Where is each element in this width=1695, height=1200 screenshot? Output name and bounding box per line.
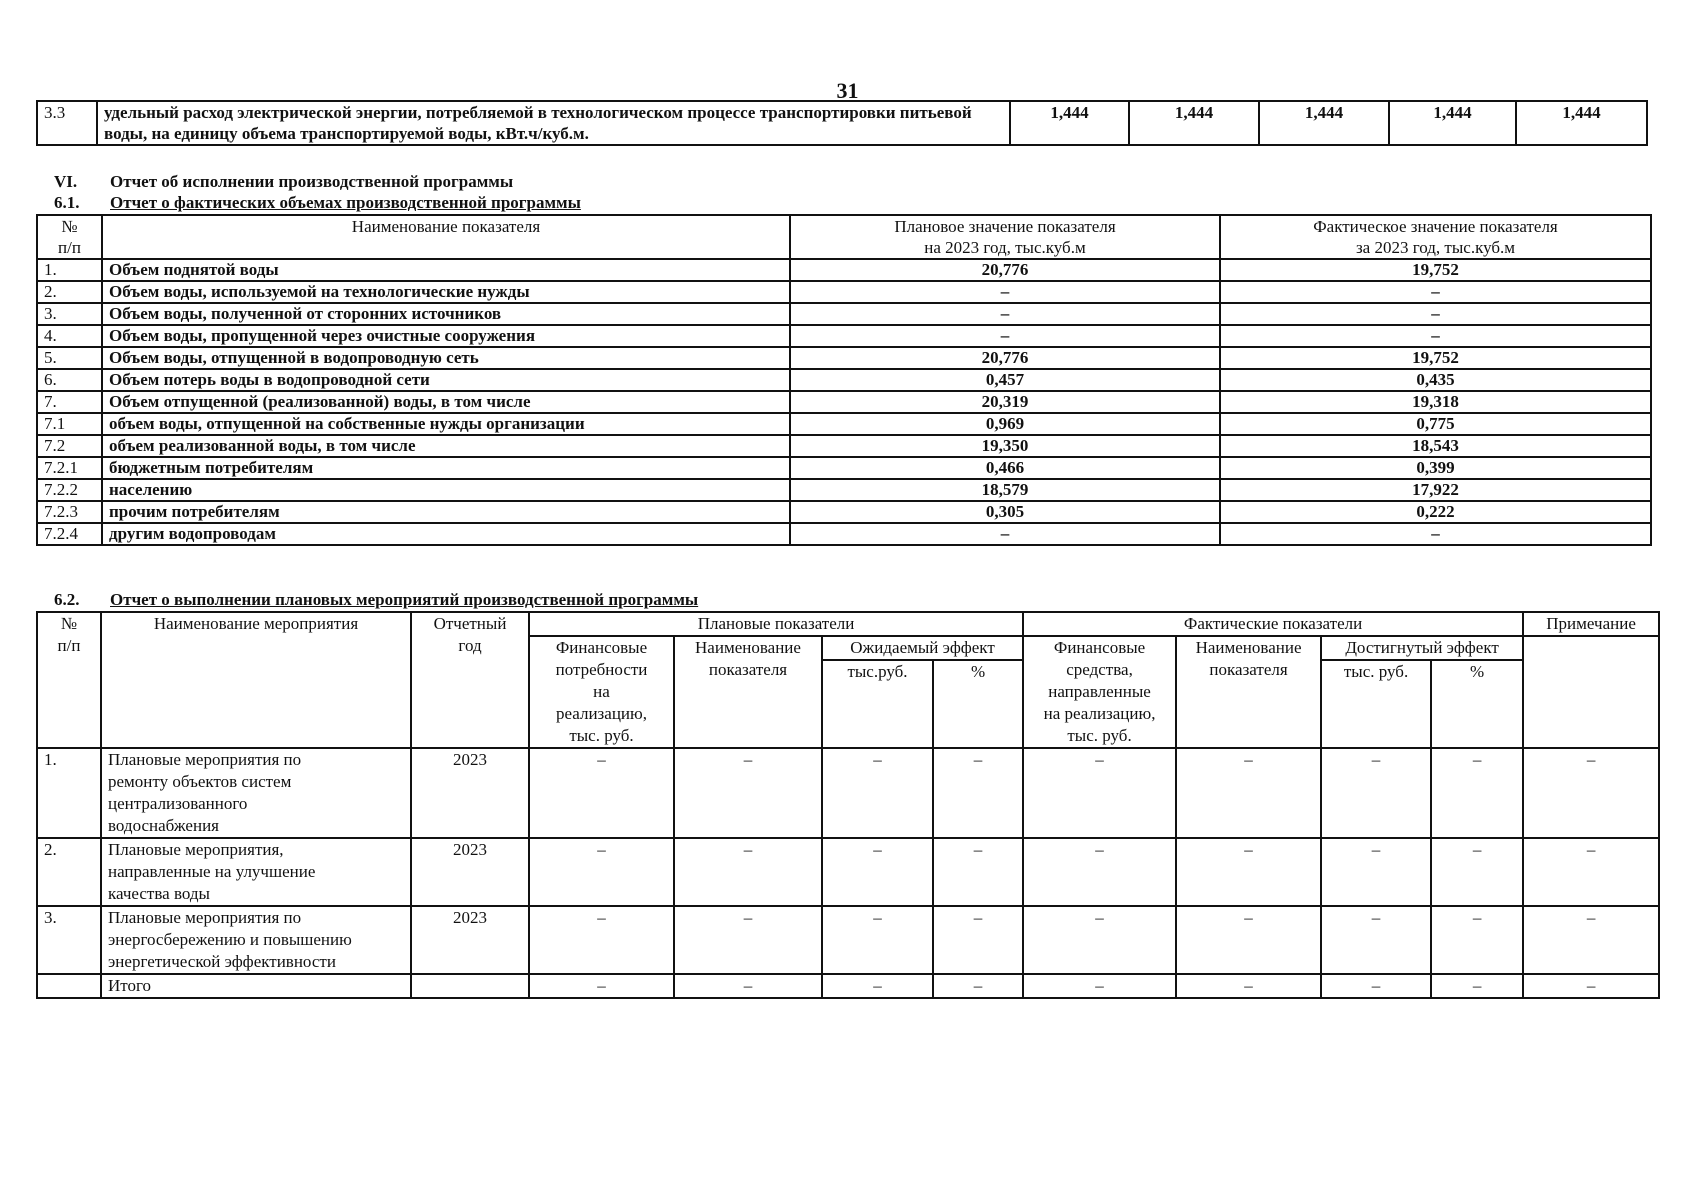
value-cell: – (1523, 838, 1659, 906)
measure-name-line: Плановые мероприятия, (108, 840, 284, 859)
header-line: Финансовые (555, 638, 648, 657)
measure-name-line: водоснабжения (108, 816, 219, 835)
table-row (37, 303, 1651, 325)
header-plan-group: Плановые показатели (529, 612, 1023, 636)
row-number: 1. (37, 748, 101, 838)
header-fact-group: Фактические показатели (1023, 612, 1523, 636)
table-row (37, 435, 1651, 457)
row-name: Объем воды, используемой на технологические нужды (102, 281, 790, 303)
value-cell: – (1176, 748, 1321, 838)
header-line: показателя (1209, 660, 1288, 679)
plan-value: 19,350 (790, 435, 1220, 457)
value-cell: – (1321, 748, 1431, 838)
value-cell: – (1023, 748, 1176, 838)
table-row (37, 906, 1659, 974)
measure-name-line: энергосбережению и повышению (108, 930, 352, 949)
header-measure-name: Наименование мероприятия (101, 612, 411, 748)
value-cell: – (1523, 748, 1659, 838)
value-cell: – (1176, 974, 1321, 998)
plan-value: 0,466 (790, 457, 1220, 479)
header-fact-effect-rub: тыс. руб. (1321, 660, 1431, 748)
row-number: 3. (37, 303, 102, 325)
header-fact-effect: Достигнутый эффект (1321, 636, 1523, 660)
value-cell: – (822, 748, 933, 838)
report-year: 2023 (411, 748, 529, 838)
table-header-row (37, 215, 1651, 259)
value-cell: – (1023, 974, 1176, 998)
value-cell: – (674, 906, 822, 974)
measure-name-line: энергетической эффективности (108, 952, 336, 971)
measure-name-line: централизованного (108, 794, 248, 813)
header-num-line1: № (61, 217, 78, 236)
value-cell: – (1023, 838, 1176, 906)
measure-name-line: Плановые мероприятия по (108, 908, 302, 927)
row-name: другим водопроводам (102, 523, 790, 545)
header-line: Наименование (695, 638, 801, 657)
plan-value: 20,319 (790, 391, 1220, 413)
value-cell: 1,444 (1516, 101, 1647, 145)
measure-name-line: ремонту объектов систем (108, 772, 292, 791)
row-name: прочим потребителям (102, 501, 790, 523)
header-line: показателя (708, 660, 788, 679)
row-name: населению (102, 479, 790, 501)
header-year (411, 612, 529, 748)
header-fact-indicator (1176, 636, 1321, 748)
value-cell: – (1023, 906, 1176, 974)
table-row (37, 347, 1651, 369)
header-name: Наименование показателя (102, 215, 790, 259)
row-number: 7.2.2 (37, 479, 102, 501)
row-number: 7.2.4 (37, 523, 102, 545)
value-cell: 1,444 (1010, 101, 1129, 145)
section-number: 6.2. (54, 590, 80, 609)
fact-value: – (1220, 303, 1651, 325)
value-cell: – (933, 906, 1023, 974)
table-row (37, 391, 1651, 413)
header-plan-effect-rub: тыс.руб. (822, 660, 933, 748)
section-number: VI. (54, 172, 78, 191)
plan-value: 20,776 (790, 347, 1220, 369)
header-fact-line2: за 2023 год, тыс.куб.м (1355, 238, 1516, 257)
measure-name (101, 906, 411, 974)
table-row (37, 479, 1651, 501)
plan-value: – (790, 523, 1220, 545)
plan-value: – (790, 303, 1220, 325)
value-cell: 1,444 (1259, 101, 1389, 145)
plan-value: 18,579 (790, 479, 1220, 501)
fact-value: 18,543 (1220, 435, 1651, 457)
row-name: Объем воды, пропущенной через очистные сооружения (102, 325, 790, 347)
section-title: Отчет о выполнении плановых мероприятий производственной программы (110, 590, 699, 609)
report-year: 2023 (411, 906, 529, 974)
header-line: тыс. руб. (1067, 726, 1132, 745)
table-row (37, 457, 1651, 479)
measure-name-line: Плановые мероприятия по (108, 750, 302, 769)
value-cell: – (822, 974, 933, 998)
value-cell: – (1523, 974, 1659, 998)
header-num-line2: п/п (57, 636, 81, 655)
header-line: Финансовые (1053, 638, 1146, 657)
header-fact-effect-pct: % (1431, 660, 1523, 748)
header-num (37, 612, 101, 748)
header-note-empty (1523, 636, 1659, 748)
value-cell: – (1176, 838, 1321, 906)
row-name: бюджетным потребителям (102, 457, 790, 479)
measure-name-line: направленные на улучшение (108, 862, 316, 881)
value-cell: – (1431, 906, 1523, 974)
row-label: удельный расход электрической энергии, потребляемой в технологическом процессе транспортировки питьевой воды, на единицу объема транспортируемой воды, кВт.ч/куб.м. (97, 101, 1010, 145)
header-plan-line2: на 2023 год, тыс.куб.м (924, 238, 1086, 257)
value-cell: – (674, 748, 822, 838)
top-indicator-table (36, 100, 1648, 146)
header-num (37, 215, 102, 259)
section-title: Отчет об исполнении производственной программы (110, 172, 514, 191)
table-row (37, 523, 1651, 545)
header-year-line2: год (458, 636, 482, 655)
total-year (411, 974, 529, 998)
header-line: Наименование (1195, 638, 1302, 657)
value-cell: – (822, 906, 933, 974)
header-plan-fin (529, 636, 674, 748)
table-row (37, 501, 1651, 523)
value-cell: – (1431, 974, 1523, 998)
fact-value: 0,222 (1220, 501, 1651, 523)
row-number: 7. (37, 391, 102, 413)
header-plan-effect: Ожидаемый эффект (822, 636, 1023, 660)
value-cell: – (674, 838, 822, 906)
value-cell: – (674, 974, 822, 998)
row-name: Объем воды, полученной от сторонних источников (102, 303, 790, 325)
row-name: объем воды, отпущенной на собственные нужды организации (102, 413, 790, 435)
section-title: Отчет о фактических объемах производственной программы (110, 193, 581, 212)
header-line: тыс. руб. (569, 726, 634, 745)
plan-value: 0,457 (790, 369, 1220, 391)
header-num-line1: № (60, 614, 78, 633)
value-cell: – (1431, 838, 1523, 906)
row-number: 2. (37, 281, 102, 303)
header-plan (790, 215, 1220, 259)
header-line: средства, (1066, 660, 1133, 679)
total-row (37, 974, 1659, 998)
plan-value: – (790, 281, 1220, 303)
fact-value: 0,775 (1220, 413, 1651, 435)
value-cell: – (529, 906, 674, 974)
table-row (37, 748, 1659, 838)
header-note: Примечание (1523, 612, 1659, 636)
header-line: на (593, 682, 610, 701)
row-number: 7.1 (37, 413, 102, 435)
value-cell: – (1321, 838, 1431, 906)
row-number: 1. (37, 259, 102, 281)
table-header-row (37, 612, 1659, 636)
fact-value: 19,318 (1220, 391, 1651, 413)
value-cell: – (1321, 974, 1431, 998)
header-line: потребности (555, 660, 648, 679)
value-cell: – (1431, 748, 1523, 838)
row-number: 7.2 (37, 435, 102, 457)
total-label: Итого (101, 974, 411, 998)
planned-measures-table (36, 611, 1660, 999)
measure-name (101, 748, 411, 838)
row-number: 5. (37, 347, 102, 369)
plan-value: 0,305 (790, 501, 1220, 523)
fact-value: 19,752 (1220, 347, 1651, 369)
header-line: направленные (1048, 682, 1151, 701)
value-cell: 1,444 (1129, 101, 1259, 145)
value-cell: – (529, 838, 674, 906)
row-name: Объем потерь воды в водопроводной сети (102, 369, 790, 391)
value-cell: – (933, 974, 1023, 998)
planned-measures-body (37, 748, 1659, 998)
table-row (37, 413, 1651, 435)
row-number: 2. (37, 838, 101, 906)
value-cell: – (1321, 906, 1431, 974)
fact-value: – (1220, 325, 1651, 347)
table-row (37, 838, 1659, 906)
table-row (37, 325, 1651, 347)
header-plan-effect-pct: % (933, 660, 1023, 748)
row-number: 3.3 (37, 101, 97, 145)
plan-value: 20,776 (790, 259, 1220, 281)
page-number: 31 (836, 78, 859, 103)
plan-value: 0,969 (790, 413, 1220, 435)
value-cell: – (529, 748, 674, 838)
table-row (37, 281, 1651, 303)
measure-name (101, 838, 411, 906)
row-number: 3. (37, 906, 101, 974)
value-cell: – (529, 974, 674, 998)
header-plan-line1: Плановое значение показателя (894, 217, 1116, 236)
header-fact (1220, 215, 1651, 259)
plan-value: – (790, 325, 1220, 347)
measure-name-line: качества воды (108, 884, 210, 903)
header-line: реализацию, (556, 704, 647, 723)
row-number: 4. (37, 325, 102, 347)
report-year: 2023 (411, 838, 529, 906)
header-fact-line1: Фактическое значение показателя (1313, 217, 1558, 236)
value-cell: – (933, 748, 1023, 838)
fact-value: – (1220, 281, 1651, 303)
fact-value: 19,752 (1220, 259, 1651, 281)
row-number: 7.2.3 (37, 501, 102, 523)
fact-value: 17,922 (1220, 479, 1651, 501)
row-name: Объем воды, отпущенной в водопроводную сеть (102, 347, 790, 369)
value-cell: – (1176, 906, 1321, 974)
fact-value: 0,435 (1220, 369, 1651, 391)
row-name: Объем поднятой воды (102, 259, 790, 281)
table-row (37, 369, 1651, 391)
header-line: на реализацию, (1043, 704, 1156, 723)
row-number: 7.2.1 (37, 457, 102, 479)
row-name: Объем отпущенной (реализованной) воды, в том числе (102, 391, 790, 413)
header-fact-fin (1023, 636, 1176, 748)
fact-value: 0,399 (1220, 457, 1651, 479)
value-cell: – (822, 838, 933, 906)
value-cell: – (933, 838, 1023, 906)
value-cell: 1,444 (1389, 101, 1516, 145)
value-cell: – (1523, 906, 1659, 974)
header-plan-indicator (674, 636, 822, 748)
header-year-line1: Отчетный (433, 614, 507, 633)
production-volumes-table (36, 214, 1652, 546)
production-volumes-body (37, 259, 1651, 545)
row-number: 6. (37, 369, 102, 391)
table-row (37, 259, 1651, 281)
table-row (37, 101, 1647, 145)
header-num-line2: п/п (58, 238, 81, 257)
fact-value: – (1220, 523, 1651, 545)
section-number: 6.1. (54, 193, 80, 212)
row-number (37, 974, 101, 998)
row-name: объем реализованной воды, в том числе (102, 435, 790, 457)
